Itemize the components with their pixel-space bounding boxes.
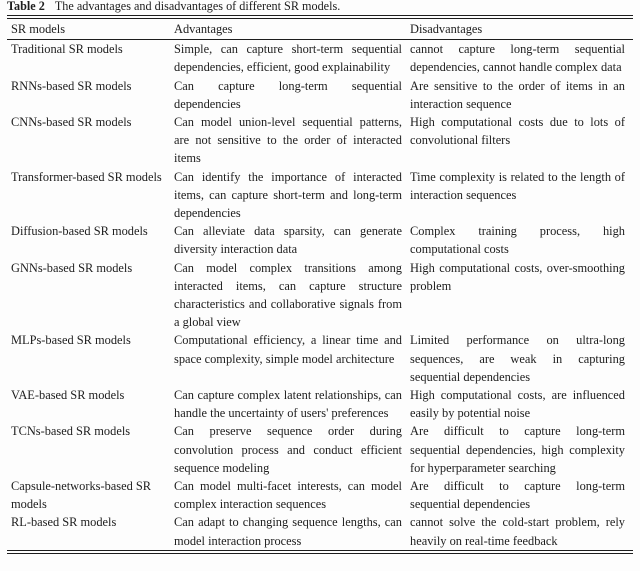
row-advantages-cell: Can adapt to changing sequence lengths, can model interaction process	[174, 515, 402, 548]
row-advantages-cell: Can capture long-term sequential dependencies	[174, 78, 402, 111]
row-model-cell: Diffusion-based SR models	[11, 224, 148, 239]
table-row	[7, 513, 633, 551]
column-header-sr-models: SR models	[7, 17, 174, 40]
table-caption	[7, 0, 633, 15]
table-row	[7, 386, 633, 422]
row-disadvantages-cell: High computational costs, are influenced easily by potential noise	[410, 388, 625, 421]
table-row	[7, 422, 633, 477]
column-header-disadvantages: Disadvantages	[410, 17, 633, 40]
row-advantages-cell: Can model complex transitions among interacted items, can capture structure characteristics and collaborative signals from a global view	[174, 260, 402, 330]
sr-models-comparison-table	[7, 15, 633, 554]
row-model-cell: TCNs-based SR models	[11, 424, 131, 439]
table-row	[7, 40, 633, 77]
row-disadvantages-cell: Are difficult to capture long-term sequential dependencies, high complexity for hyperparameter searching	[410, 424, 625, 475]
row-advantages-cell: Can preserve sequence order during convolution process and conduct efficient sequence modeling	[174, 424, 402, 475]
table-row	[7, 168, 633, 223]
row-disadvantages-cell: Time complexity is related to the length of interaction sequences	[410, 169, 625, 202]
table-row	[7, 259, 633, 332]
row-model-cell: RL-based SR models	[11, 515, 117, 530]
row-disadvantages-cell: High computational costs due to lots of convolutional filters	[410, 115, 625, 148]
row-model-cell: MLPs-based SR models	[11, 333, 131, 348]
table-row	[7, 113, 633, 168]
row-advantages-cell: Simple, can capture short-term sequential dependencies, efficient, good explainability	[174, 42, 402, 75]
row-disadvantages-cell: Are difficult to capture long-term sequential dependencies	[410, 479, 625, 512]
row-advantages-cell: Can alleviate data sparsity, can generate diversity interaction data	[174, 224, 402, 257]
table-caption-label: Table 2	[7, 0, 45, 13]
row-model-cell: Capsule-networks-based SR models	[11, 479, 152, 512]
row-disadvantages-cell: cannot solve the cold-start problem, rely heavily on real-time feedback	[410, 515, 625, 548]
row-advantages-cell: Can identify the importance of interacted items, can capture short-term and long-term dependencies	[174, 169, 402, 221]
row-advantages-cell: Can model multi-facet interests, can model complex interaction sequences	[174, 479, 402, 512]
table-row	[7, 477, 633, 513]
row-disadvantages-cell: Limited performance on ultra-long sequences, are weak in capturing sequential dependencies	[410, 333, 625, 384]
row-disadvantages-cell: Are sensitive to the order of items in an interaction sequence	[410, 78, 625, 111]
row-model-cell: RNNs-based SR models	[11, 78, 132, 93]
row-disadvantages-cell: Complex training process, high computational costs	[410, 224, 625, 257]
table-header-row	[7, 17, 633, 40]
row-disadvantages-cell: High computational costs, over-smoothing problem	[410, 260, 625, 293]
row-model-cell: Traditional SR models	[11, 42, 123, 57]
column-header-advantages: Advantages	[174, 17, 410, 40]
table-row	[7, 77, 633, 113]
table-caption-text: The advantages and disadvantages of different SR models.	[54, 0, 341, 13]
row-model-cell: Transformer-based SR models	[11, 169, 162, 184]
table-row	[7, 222, 633, 258]
row-model-cell: CNNs-based SR models	[11, 115, 132, 130]
row-advantages-cell: Computational efficiency, a linear time and space complexity, simple model architecture	[174, 333, 402, 366]
row-disadvantages-cell: cannot capture long-term sequential dependencies, cannot handle complex data	[410, 42, 625, 75]
row-advantages-cell: Can capture complex latent relationships, can handle the uncertainty of users' preferences	[174, 388, 402, 421]
table-row	[7, 331, 633, 386]
row-advantages-cell: Can model union-level sequential patterns, are not sensitive to the order of interacted items	[174, 115, 402, 166]
row-model-cell: VAE-based SR models	[11, 388, 125, 403]
row-model-cell: GNNs-based SR models	[11, 260, 133, 275]
